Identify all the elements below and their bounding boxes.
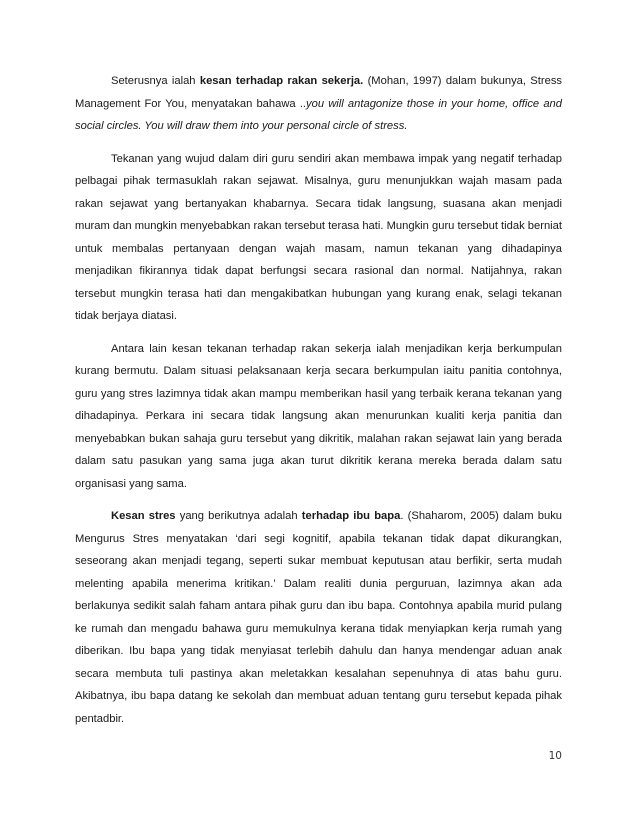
paragraph-2 <box>75 148 562 328</box>
document-body <box>75 70 562 730</box>
heading-kesan-stres: Kesan stres <box>111 510 176 522</box>
paragraph-4-text-a: yang berikutnya adalah <box>175 510 302 522</box>
paragraph-1-text: Seterusnya ialah <box>111 75 200 87</box>
paragraph-3-text: Antara lain kesan tekanan terhadap rakan sekerja ialah menjadikan kerja berkumpulan kurang bermutu. Dalam situasi pelaksanaan kerja secara berkumpulan iaitu panitia contohnya, guru yang stres lazimnya tidak akan mampu memberikan hasil yang terbaik kerana tekanan yang dihadapinya. Perkara ini secara tidak langsung akan menurunkan kualiti kerja panitia dan menyebabkan bukan sahaja guru tersebut yang dikritik, malahan rakan sejawat lain yang berada dalam satu pasukan yang sama juga akan turut dikritik kerana mereka berada dalam satu organisasi yang sama. <box>75 342 562 490</box>
paragraph-3 <box>75 338 562 496</box>
paragraph-1-quote: you will antagonize those in your home, office and social circles. You will draw them into your personal circle of stress. <box>75 97 562 132</box>
paragraph-4 <box>75 505 562 730</box>
heading-kesan-rakan-sekerja: kesan terhadap rakan sekerja. <box>199 75 364 87</box>
heading-terhadap-ibu-bapa: terhadap ibu bapa <box>301 510 401 522</box>
paragraph-4-text-b: . (Shaharom, 2005) dalam buku Mengurus Stres menyatakan ‘dari segi kognitif, apabila tekanan tidak dapat dikurangkan, seseorang akan menjadi tegang, seperti sukar membuat keputusan atau berfikir, serta mudah melenting apabila menerima kritikan.’ Dalam realiti dunia perguruan, lazimnya akan ada berlakunya sedikit salah faham antara pihak guru dan ibu bapa. Contohnya apabila murid pulang ke rumah dan mengadu bahawa guru memukulnya kerana tidak menyiapkan kerja rumah yang diberikan. Ibu bapa yang tidak menyiasat terlebih dahulu dan hanya mendengar aduan anak secara membuta tuli pastinya akan meletakkan kesalahan sepenuhnya di atas bahu guru. Akibatnya, ibu bapa datang ke sekolah dan membuat aduan tentang guru tersebut kepada pihak pentadbir. <box>75 510 563 725</box>
paragraph-1-citation: (Mohan, 1997) dalam bukunya, Stress Management For You, menyatakan bahawa .. <box>75 75 563 110</box>
paragraph-1 <box>75 70 562 138</box>
page-number: 10 <box>548 750 562 762</box>
paragraph-2-text: Tekanan yang wujud dalam diri guru sendiri akan membawa impak yang negatif terhadap pelbagai pihak termasuklah rakan sejawat. Misalnya, guru menunjukkan wajah masam pada rakan sejawat yang bertanyakan khabarnya. Secara tidak langsung, suasana akan menjadi muram dan mungkin menyebabkan rakan tersebut terasa hati. Mungkin guru tersebut tidak berniat untuk membalas pertanyaan dengan wajah masam, namun tekanan yang dihadapinya menjadikan fikirannya tidak dapat berfungsi secara rasional dan normal. Natijahnya, rakan tersebut mungkin terasa hati dan mengakibatkan hubungan yang kurang enak, selagi tekanan tidak berjaya diatasi. <box>75 152 562 322</box>
